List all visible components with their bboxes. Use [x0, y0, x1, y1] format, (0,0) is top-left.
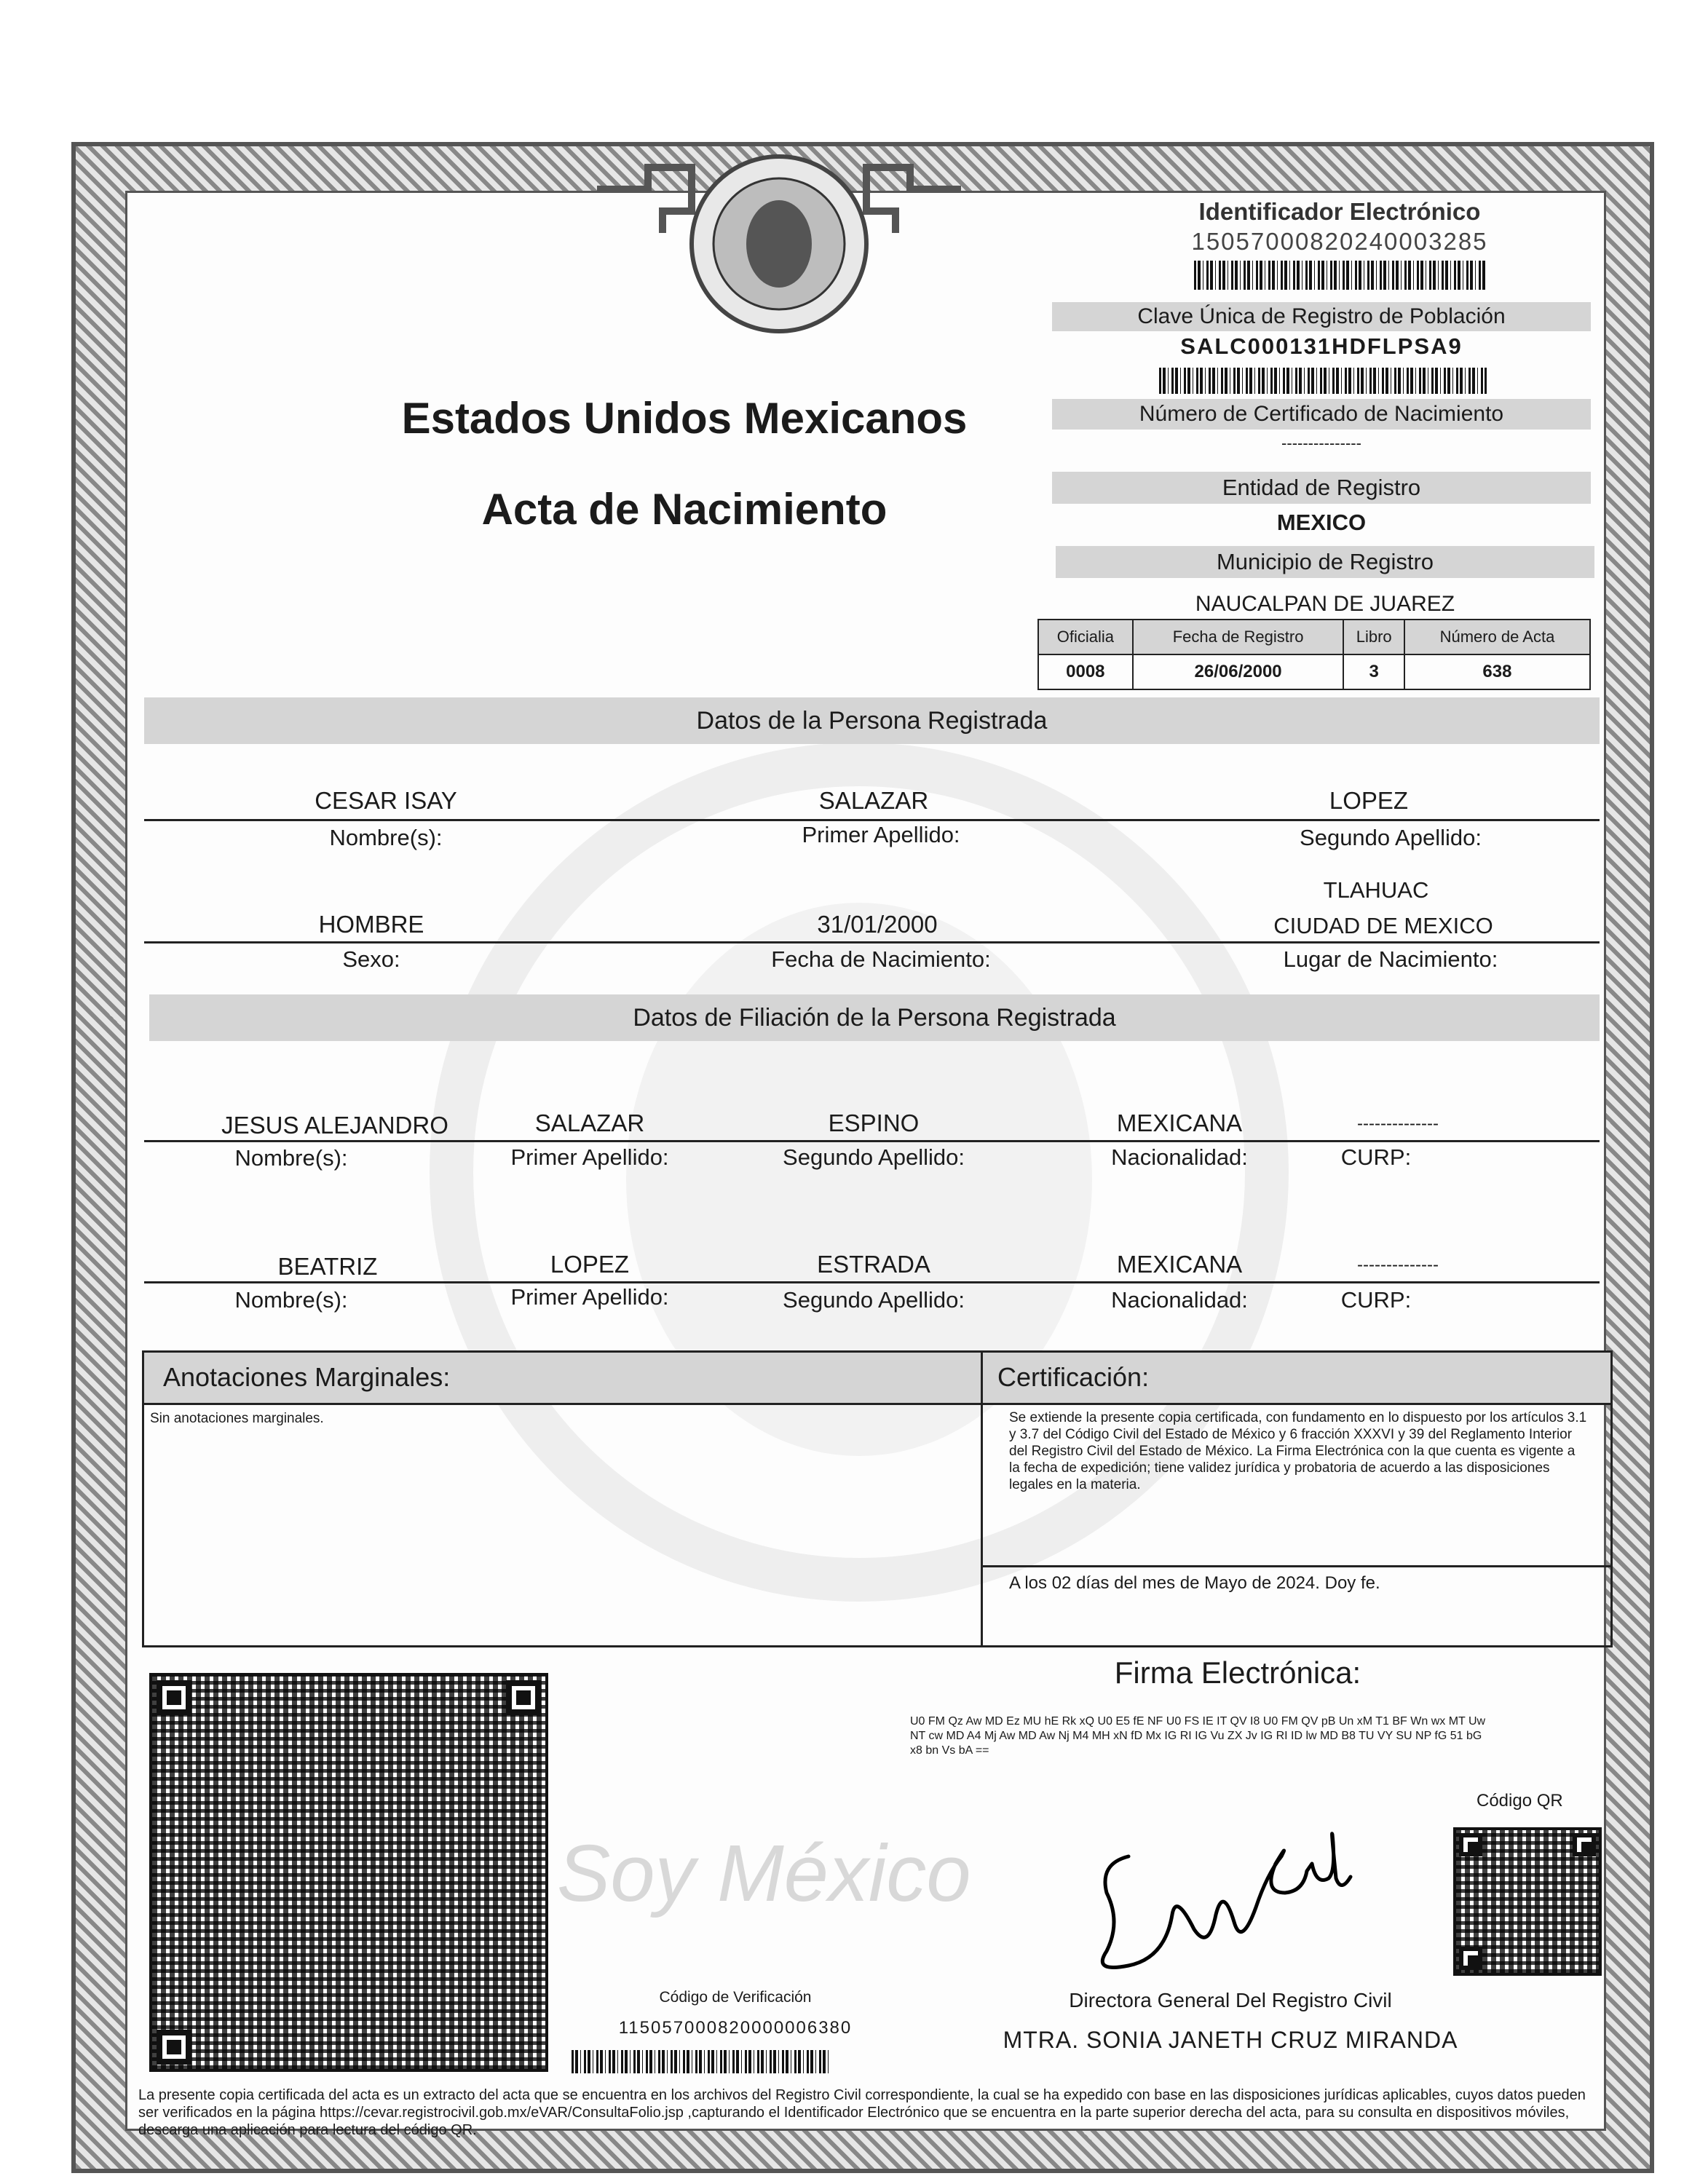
father-segundo-apellido: ESPINO: [828, 1109, 920, 1136]
mother-nacionalidad: MEXICANA: [1116, 1251, 1243, 1278]
numero-acta-value: 638: [1404, 654, 1590, 689]
person-lugar-line2: CIUDAD DE MEXICO: [1273, 913, 1493, 938]
father-primer-apellido: SALAZAR: [534, 1109, 645, 1136]
verification-barcode: [572, 2050, 830, 2073]
entity-value: MEXICO: [1276, 510, 1367, 535]
certification-box: [981, 1350, 1613, 1647]
person-nombre: CESAR ISAY: [315, 787, 457, 814]
curp-value: SALC000131HDFLPSA9: [1180, 333, 1463, 359]
libro-header: Libro: [1343, 620, 1404, 654]
registry-table: [1037, 619, 1591, 690]
certification-title: Certificación:: [983, 1353, 1610, 1405]
father-primer-label: Primer Apellido:: [510, 1144, 669, 1170]
signature-qr-code: [1453, 1827, 1602, 1976]
mother-nombre: BEATRIZ: [277, 1253, 378, 1280]
mother-curp: --------------: [1357, 1255, 1439, 1275]
mother-segundo-label: Segundo Apellido:: [783, 1287, 965, 1313]
person-fecha-nacimiento: 31/01/2000: [817, 911, 938, 938]
person-names-rule: [144, 819, 1600, 821]
national-seal-icon: [582, 146, 976, 342]
country-title: Estados Unidos Mexicanos: [401, 394, 968, 443]
father-curp-label: CURP:: [1340, 1144, 1412, 1170]
qr-label: Código QR: [1477, 1791, 1563, 1811]
eid-value: 15057000820240003285: [1191, 228, 1488, 255]
entity-label: Entidad de Registro: [1052, 472, 1591, 504]
verification-qr-code: [149, 1673, 548, 2072]
verification-value: 115057000820000006380: [618, 2018, 853, 2038]
person-segundo-apellido-label: Segundo Apellido:: [1300, 825, 1482, 850]
filiation-section-title: Datos de Filiación de la Persona Registrada: [149, 994, 1600, 1041]
oficialia-value: 0008: [1038, 654, 1133, 689]
father-rule: [144, 1140, 1600, 1142]
signature-title: Firma Electrónica:: [1114, 1655, 1361, 1690]
eid-label: Identificador Electrónico: [1198, 198, 1481, 225]
cert-number-label: Número de Certificado de Nacimiento: [1052, 399, 1591, 430]
municipality-value: NAUCALPAN DE JUAREZ: [1195, 592, 1455, 616]
mother-rule: [144, 1281, 1600, 1283]
father-segundo-label: Segundo Apellido:: [783, 1144, 965, 1170]
person-lugar-label: Lugar de Nacimiento:: [1283, 946, 1498, 972]
person-primer-apellido-label: Primer Apellido:: [802, 822, 960, 847]
soy-mexico-watermark: Soy México: [557, 1829, 971, 1918]
father-nombre: JESUS ALEJANDRO: [221, 1112, 448, 1139]
mother-primer-label: Primer Apellido:: [510, 1284, 669, 1310]
signature-hash: U0 FM Qz Aw MD Ez MU hE Rk xQ U0 E5 fE NF U0 FS IE IT QV I8 U0 FM QV pB Un xM T1 BF Wn wx MT Uw NT cw MD A4 Mj Aw MD Aw Nj M4 MH xN fD Mx IG RI IG Vu ZX Jv IG RI ID lw MD B8 TU VY SU NP fG 51 bG x8 bn Vs bA ==: [910, 1715, 1486, 1757]
certification-date: A los 02 días del mes de Mayo de 2024. Doy fe.: [1009, 1573, 1380, 1593]
municipality-label: Municipio de Registro: [1056, 546, 1594, 578]
person-primer-apellido: SALAZAR: [818, 787, 929, 814]
director-name: MTRA. SONIA JANETH CRUZ MIRANDA: [1003, 2027, 1458, 2053]
mother-nombre-label: Nombre(s):: [234, 1287, 348, 1313]
eid-barcode: [1194, 261, 1485, 290]
curp-label: Clave Única de Registro de Población: [1052, 302, 1591, 331]
father-nacionalidad: MEXICANA: [1116, 1109, 1243, 1136]
father-nacionalidad-label: Nacionalidad:: [1111, 1144, 1248, 1170]
oficialia-header: Oficialia: [1038, 620, 1133, 654]
annotations-text: Sin anotaciones marginales.: [150, 1411, 324, 1426]
father-nombre-label: Nombre(s):: [234, 1145, 348, 1171]
numero-acta-header: Número de Acta: [1404, 620, 1590, 654]
certification-date-row: [983, 1565, 1610, 1644]
annotations-box: [142, 1350, 983, 1647]
document-title: Acta de Nacimiento: [481, 485, 888, 534]
fecha-registro-header: Fecha de Registro: [1133, 620, 1344, 654]
mother-nacionalidad-label: Nacionalidad:: [1111, 1287, 1248, 1313]
fecha-registro-value: 26/06/2000: [1133, 654, 1344, 689]
curp-barcode: [1159, 368, 1487, 394]
person-sexo: HOMBRE: [318, 911, 424, 938]
person-lugar-line1: TLAHUAC: [1323, 877, 1429, 903]
mother-primer-apellido: LOPEZ: [550, 1251, 630, 1278]
person-nombre-label: Nombre(s):: [329, 825, 443, 850]
director-title: Directora General Del Registro Civil: [1069, 1989, 1392, 2011]
father-curp: --------------: [1357, 1114, 1439, 1133]
person-fecha-label: Fecha de Nacimiento:: [771, 946, 991, 972]
libro-value: 3: [1343, 654, 1404, 689]
cert-number-value: ---------------: [1281, 434, 1361, 452]
certification-text: Se extiende la presente copia certificada, con fundamento en lo dispuesto por los artículos 3.1 y 3.7 del Código Civil del Estado de México y 6 fracción XXXVI y 39 del Reglamento Interior del Registro Civil del Estado de México. La Firma Electrónica con la que cuenta es vigente a la fecha de expedición; tiene validez jurídica y probatoria de acuerdo a las disposiciones legales en la materia.: [1009, 1410, 1587, 1492]
person-sexo-label: Sexo:: [342, 946, 400, 972]
person-details-rule: [144, 941, 1600, 943]
mother-curp-label: CURP:: [1340, 1287, 1412, 1313]
mother-segundo-apellido: ESTRADA: [817, 1251, 930, 1278]
verification-label: Código de Verificación: [659, 1989, 812, 2006]
annotations-title: Anotaciones Marginales:: [144, 1353, 981, 1405]
footer-legal-text: La presente copia certificada del acta es un extracto del acta que se encuentra en los archivos del Registro Civil correspondiente, la cual se ha expedido con base en las disposiciones jurídicas aplicables, cuyos datos pueden ser verificados en la página https://cevar.registrocivil.gob.mx/eVAR/ConsultaFolio.jsp ,capturando el Identificador Electrónico que se encuentra en la parte superior derecha del acta, para su consulta en dispositivos móviles, descarga una aplicación para lectura del código QR.: [138, 2087, 1586, 2138]
person-section-title: Datos de la Persona Registrada: [144, 697, 1600, 744]
person-segundo-apellido: LOPEZ: [1329, 787, 1409, 814]
handwritten-signature: [1085, 1805, 1376, 1995]
